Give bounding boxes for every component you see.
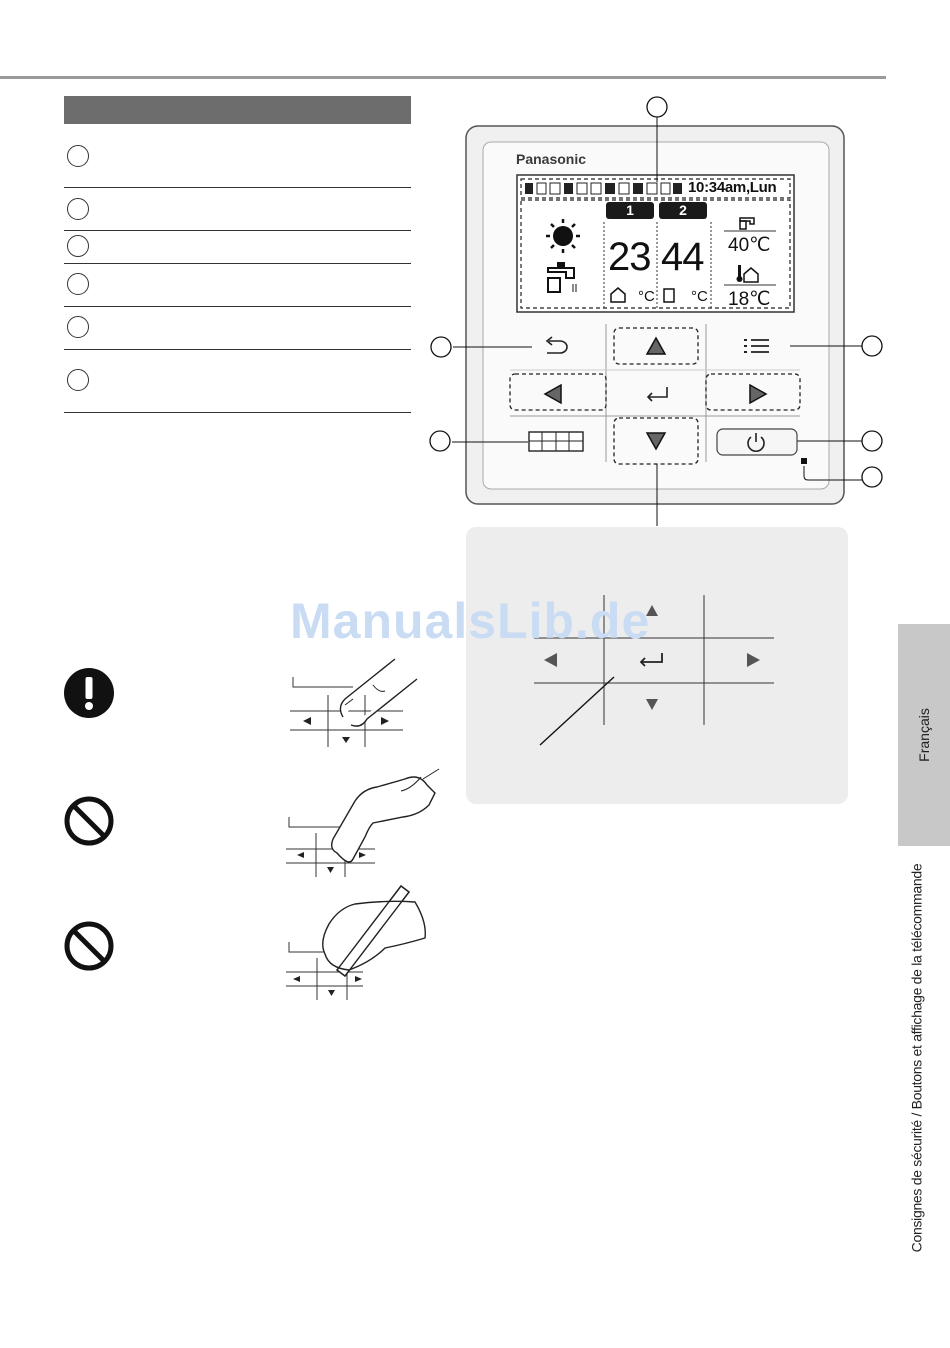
back-arrow-icon[interactable] — [541, 336, 571, 358]
watermark: ManualsLib.de — [290, 593, 651, 649]
cursor-pad-detail — [466, 527, 848, 804]
triangle-up-icon[interactable] — [645, 336, 667, 356]
pen-tip-illustration — [283, 884, 443, 1004]
zone-2-temperature: 44 — [661, 235, 704, 279]
finger-nail-illustration — [283, 765, 443, 880]
power-button[interactable] — [716, 428, 798, 456]
no-entry-icon — [63, 795, 115, 847]
zone-2-tab: 2 — [659, 202, 707, 219]
language-tab-text: Français — [916, 708, 932, 762]
language-tab-label — [898, 624, 950, 846]
menu-list-icon[interactable] — [742, 336, 772, 356]
outdoor-temperature: 18℃ — [728, 289, 771, 310]
section-caption-text: Consignes de sécurité / Boutons et affichage de la télécommande — [908, 863, 924, 1253]
zone-1-temperature: 23 — [608, 235, 651, 279]
no-entry-icon — [63, 920, 115, 972]
tank-temperature: 40℃ — [728, 235, 771, 256]
clock-display: 10:34am,Lun — [688, 179, 777, 196]
zone-1-unit: °C — [638, 288, 655, 305]
triangle-down-icon[interactable] — [645, 431, 667, 451]
enter-arrow-icon[interactable] — [643, 385, 671, 405]
zone-1-tab: 1 — [606, 202, 654, 219]
triangle-left-icon[interactable] — [543, 383, 565, 405]
finger-press-illustration — [285, 655, 445, 750]
triangle-right-icon[interactable] — [746, 383, 768, 405]
exclamation-icon — [63, 667, 115, 719]
zone-2-unit: °C — [691, 288, 708, 305]
grid-icon[interactable] — [528, 430, 584, 454]
brand-logo: Panasonic — [516, 151, 587, 167]
section-caption — [902, 852, 930, 1264]
